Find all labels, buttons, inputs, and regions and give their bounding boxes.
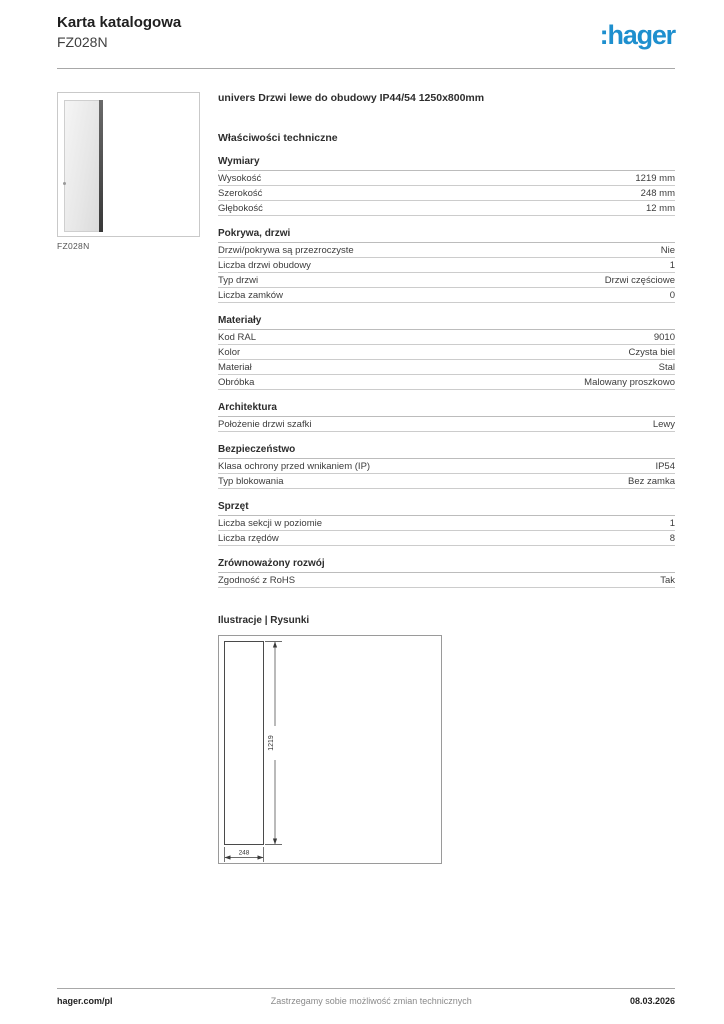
dimension-drawing-svg: [219, 636, 441, 863]
spec-row: [218, 360, 675, 375]
spec-row: [218, 258, 675, 273]
section-rows: [218, 459, 675, 489]
page-footer: [57, 996, 675, 1006]
spec-row: [218, 417, 675, 432]
width-dimension-label: 248: [238, 849, 250, 857]
spec-value: 248 mm: [640, 187, 675, 199]
drawn-door-outline: [225, 642, 264, 845]
spec-value: Nie: [660, 244, 675, 256]
door-hinge-dot: [63, 182, 66, 185]
section-rows: [218, 417, 675, 432]
spec-value: 1219 mm: [635, 172, 675, 184]
spec-row: [218, 201, 675, 216]
spec-label: Kolor: [218, 346, 241, 358]
spec-value: Lewy: [652, 418, 675, 430]
section-title: Bezpieczeństwo: [218, 444, 675, 459]
spec-label: Liczba rzędów: [218, 532, 279, 544]
spec-section: [218, 444, 675, 489]
section-title: Architektura: [218, 402, 675, 417]
spec-section: [218, 501, 675, 546]
header-divider: [57, 68, 675, 69]
spec-label: Zgodność z RoHS: [218, 574, 296, 586]
spec-section: [218, 315, 675, 390]
spec-section: [218, 558, 675, 588]
spec-row: [218, 186, 675, 201]
document-title: Karta katalogowa: [57, 14, 182, 31]
spec-row: [218, 516, 675, 531]
spec-row: [218, 573, 675, 588]
spec-row: [218, 474, 675, 489]
door-photo: [64, 100, 103, 232]
spec-row: [218, 459, 675, 474]
spec-label: Liczba sekcji w poziomie: [218, 517, 323, 529]
spec-value: IP54: [655, 460, 675, 472]
spec-value: Malowany proszkowo: [584, 376, 675, 388]
section-title: Wymiary: [218, 156, 675, 171]
section-title: Sprzęt: [218, 501, 675, 516]
footer-disclaimer: Zastrzegamy sobie możliwość zmian technicznych: [270, 996, 472, 1006]
illustrations-heading: Ilustracje | Rysunki: [218, 615, 310, 627]
spec-row: [218, 288, 675, 303]
product-image-caption: FZ028N: [57, 241, 90, 251]
spec-label: Drzwi/pokrywa są przezroczyste: [218, 244, 354, 256]
product-title: univers Drzwi lewe do obudowy IP44/54 1250x800mm: [218, 92, 485, 104]
footer-date: 08.03.2026: [629, 996, 675, 1006]
spec-row: [218, 273, 675, 288]
spec-section: [218, 402, 675, 432]
spec-row: [218, 330, 675, 345]
spec-value: Bez zamka: [628, 475, 675, 487]
spec-value: Tak: [660, 574, 675, 586]
technical-properties-heading: Właściwości techniczne: [218, 132, 338, 145]
section-rows: [218, 516, 675, 546]
door-edge: [99, 100, 103, 232]
spec-label: Klasa ochrony przed wnikaniem (IP): [218, 460, 371, 472]
hager-logo: :hager: [599, 20, 675, 50]
page-header: [57, 14, 675, 51]
spec-value: Drzwi częściowe: [604, 274, 675, 286]
dimension-drawing: [218, 635, 442, 864]
spec-value: 0: [669, 289, 675, 301]
section-rows: [218, 171, 675, 216]
spec-section: [218, 156, 675, 216]
spec-label: Liczba drzwi obudowy: [218, 259, 311, 271]
section-title: Materiały: [218, 315, 675, 330]
spec-label: Obróbka: [218, 376, 255, 388]
spec-label: Typ blokowania: [218, 475, 284, 487]
spec-value: 9010: [653, 331, 675, 343]
spec-value: Czysta biel: [628, 346, 675, 358]
footer-divider: [57, 988, 675, 989]
main-content: [218, 92, 675, 864]
spec-label: Typ drzwi: [218, 274, 259, 286]
spec-label: Głębokość: [218, 202, 263, 214]
section-title: Zrównoważony rozwój: [218, 558, 675, 573]
height-dimension-label: 1219: [267, 735, 275, 751]
section-title: Pokrywa, drzwi: [218, 228, 675, 243]
spec-value: 1: [669, 517, 675, 529]
spec-sections: [218, 156, 675, 588]
spec-value: Stal: [658, 361, 675, 373]
product-image-frame: [57, 92, 200, 237]
footer-website: hager.com/pl: [57, 996, 113, 1006]
spec-section: [218, 228, 675, 303]
section-rows: [218, 330, 675, 390]
spec-label: Położenie drzwi szafki: [218, 418, 312, 430]
spec-label: Liczba zamków: [218, 289, 283, 301]
spec-value: 12 mm: [645, 202, 675, 214]
section-rows: [218, 573, 675, 588]
spec-row: [218, 375, 675, 390]
spec-value: 8: [669, 532, 675, 544]
spec-row: [218, 171, 675, 186]
spec-label: Wysokość: [218, 172, 262, 184]
header-title-block: [57, 14, 181, 51]
spec-row: [218, 345, 675, 360]
section-rows: [218, 243, 675, 303]
spec-label: Szerokość: [218, 187, 263, 199]
product-reference: FZ028N: [57, 34, 108, 50]
spec-label: Kod RAL: [218, 331, 257, 343]
spec-row: [218, 531, 675, 546]
spec-value: 1: [669, 259, 675, 271]
spec-row: [218, 243, 675, 258]
door-face: [64, 100, 103, 232]
spec-label: Materiał: [218, 361, 252, 373]
